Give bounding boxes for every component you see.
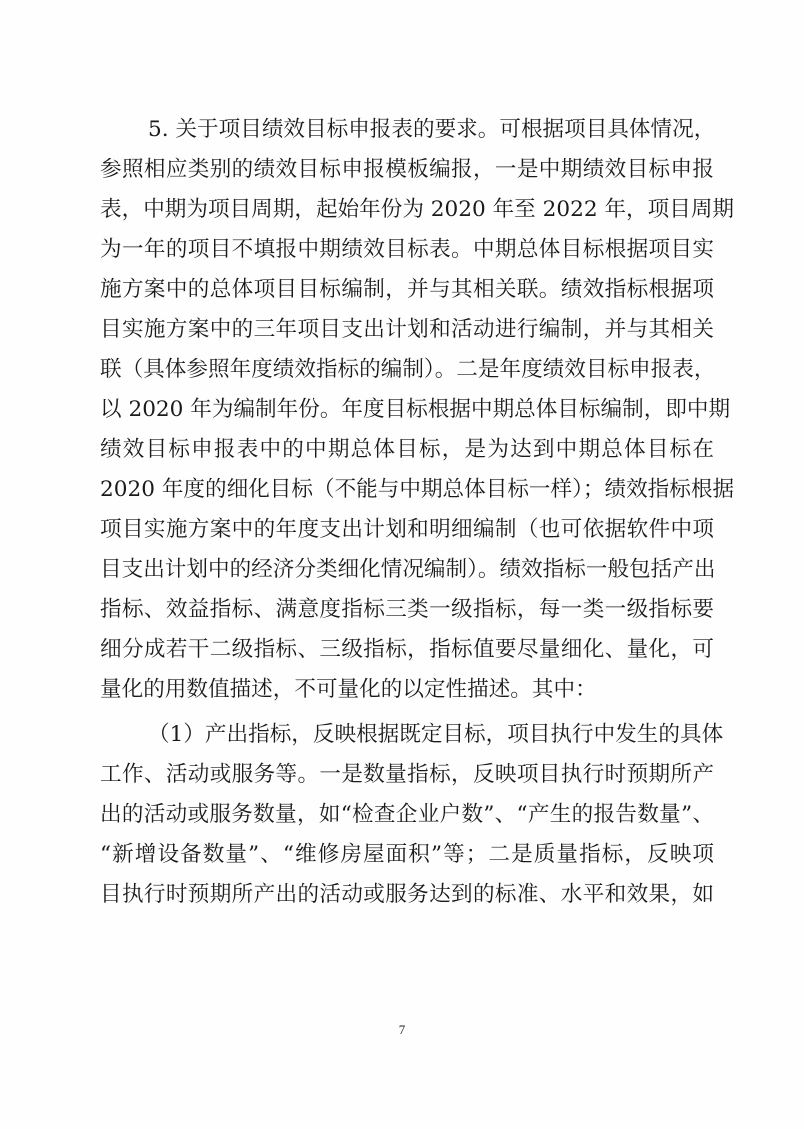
paragraph-1-line-8: 以 2020 年为编制年份。年度目标根据中期总体目标编制，即中期 bbox=[100, 397, 731, 422]
paragraph-1-line-4: 为一年的项目不填报中期绩效目标表。中期总体目标根据项目实 bbox=[100, 237, 714, 262]
paragraph-1-line-3: 表，中期为项目周期，起始年份为 2020 年至 2022 年，项目周期 bbox=[100, 197, 735, 222]
paragraph-2-line-1: （1）产出指标，反映根据既定目标，项目执行中发生的具体 bbox=[148, 722, 724, 747]
paragraph-1-line-2: 参照相应类别的绩效目标申报模板编报，一是中期绩效目标申报 bbox=[100, 157, 714, 182]
paragraph-1-line-9: 绩效目标申报表中的中期总体目标，是为达到中期总体目标在 bbox=[100, 437, 714, 462]
paragraph-1-line-6: 目实施方案中的三年项目支出计划和活动进行编制，并与其相关 bbox=[100, 317, 714, 342]
paragraph-1-line-7: 联（具体参照年度绩效指标的编制）。二是年度绩效目标申报表， bbox=[100, 357, 716, 382]
paragraph-1-line-1: 5. 关于项目绩效目标申报表的要求。可根据项目具体情况， bbox=[148, 117, 716, 142]
page-number: 7 bbox=[398, 1022, 406, 1037]
paragraph-1-line-15: 量化的用数值描述，不可量化的以定性描述。其中： bbox=[100, 677, 597, 702]
paragraph-2-line-2: 工作、活动或服务等。一是数量指标，反映项目执行时预期所产 bbox=[100, 762, 714, 787]
paragraph-1-line-14: 细分成若干二级指标、三级指标，指标值要尽量细化、量化，可 bbox=[100, 637, 714, 662]
body-text bbox=[100, 110, 735, 915]
paragraph-2-line-4: “新增设备数量”、“维修房屋面积”等；二是质量指标，反映项 bbox=[100, 842, 714, 867]
paragraph-2-line-5: 目执行时预期所产出的活动或服务达到的标准、水平和效果，如 bbox=[100, 882, 714, 907]
paragraph-1-line-13: 指标、效益指标、满意度指标三类一级指标，每一类一级指标要 bbox=[100, 597, 714, 622]
paragraph-2-line-3: 出的活动或服务数量，如“检查企业户数”、“产生的报告数量”、 bbox=[100, 802, 714, 827]
paragraph-1-line-5: 施方案中的总体项目目标编制，并与其相关联。绩效指标根据项 bbox=[100, 277, 714, 302]
paragraph-1-line-10: 2020 年度的细化目标（不能与中期总体目标一样）；绩效指标根据 bbox=[100, 477, 735, 502]
paragraph-1-line-12: 目支出计划中的经济分类细化情况编制）。绩效指标一般包括产出 bbox=[100, 557, 716, 582]
paragraph-1-line-11: 项目实施方案中的年度支出计划和明细编制（也可依据软件中项 bbox=[100, 517, 714, 542]
